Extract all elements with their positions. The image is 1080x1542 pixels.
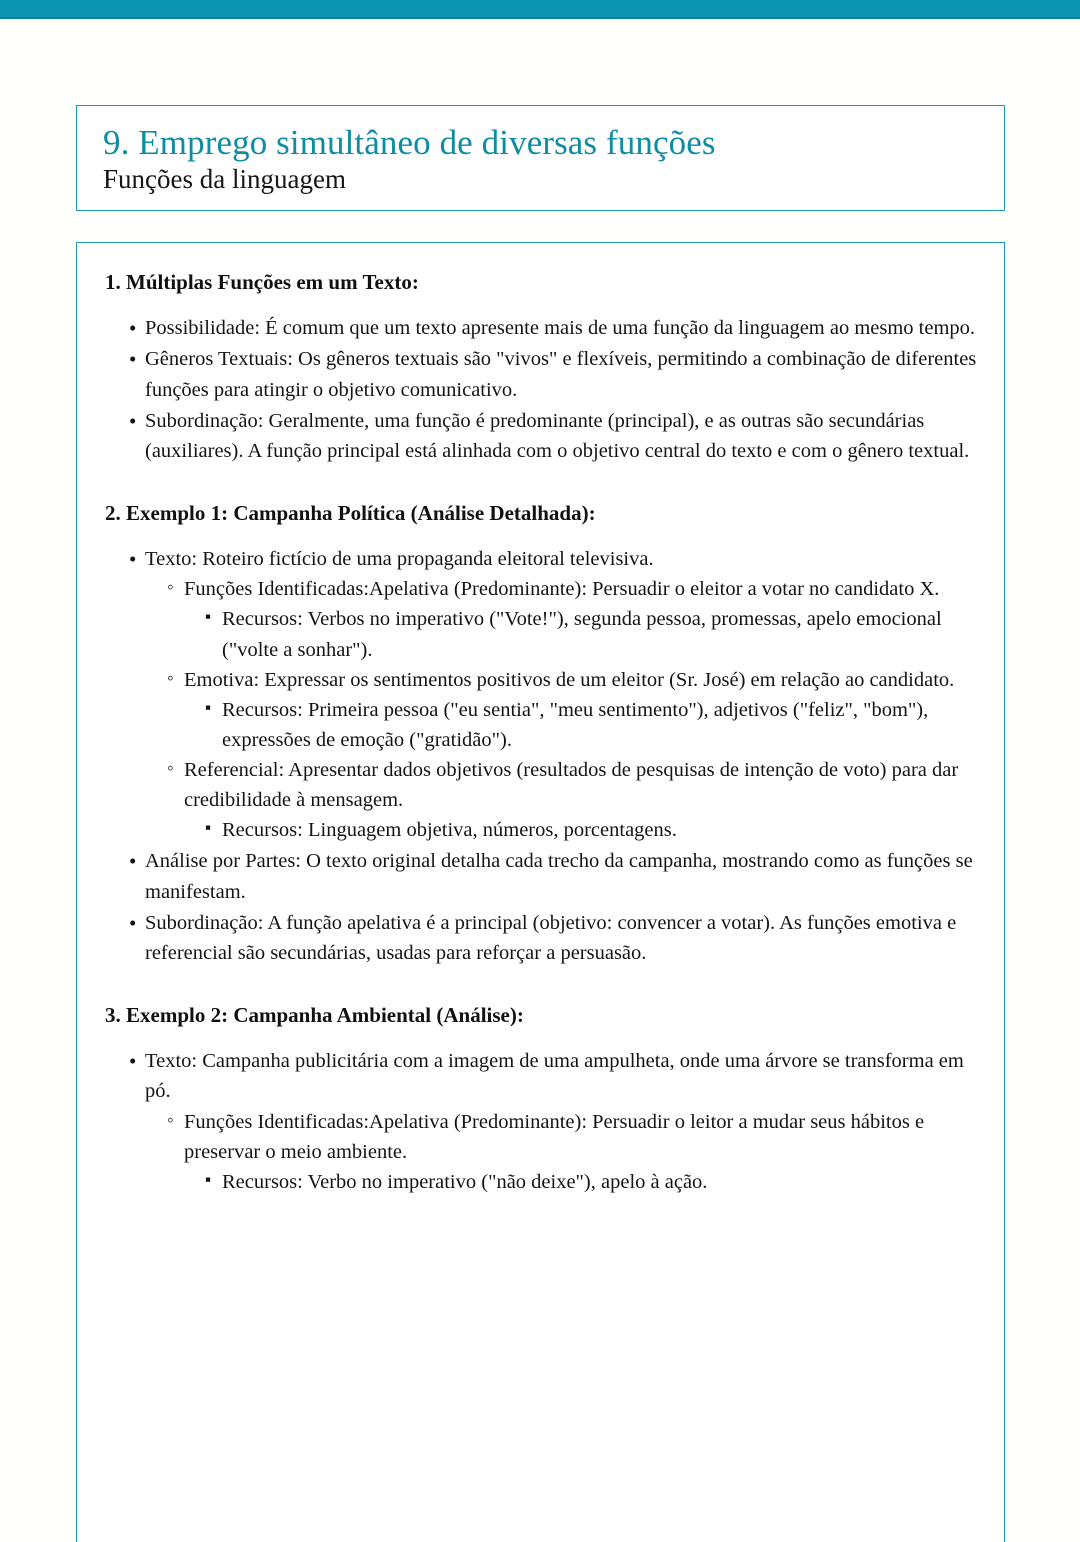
bullet-list-level-1 bbox=[105, 544, 980, 968]
list-item-text: ▪ Recursos: Verbos no imperativo ("Vote!"), segunda pessoa, promessas, apelo emocional ("volte a sonhar"). bbox=[222, 604, 980, 664]
bullet-list-level-3 bbox=[184, 695, 980, 755]
document-page bbox=[0, 19, 1080, 1528]
bullet-list-level-1 bbox=[105, 1046, 980, 1197]
list-item-text: ◦ Emotiva: Expressar os sentimentos positivos de um eleitor (Sr. José) em relação ao candidato. bbox=[184, 665, 980, 695]
document-section bbox=[105, 500, 980, 968]
section-heading: 2. Exemplo 1: Campanha Política (Análise Detalhada): bbox=[105, 500, 596, 525]
list-item bbox=[184, 695, 980, 755]
bullet-list-level-3 bbox=[184, 604, 980, 664]
sections-container bbox=[105, 269, 980, 1197]
list-item-text: • Texto: Roteiro fictício de uma propaganda eleitoral televisiva. bbox=[145, 544, 980, 574]
list-item bbox=[145, 574, 980, 664]
list-item bbox=[145, 665, 980, 755]
list-item-text: ▪ Recursos: Primeira pessoa ("eu sentia", "meu sentimento"), adjetivos ("feliz", "bom"), expressões de emoção ("gratidão"). bbox=[222, 695, 980, 755]
list-item bbox=[145, 1107, 980, 1197]
list-item-text: ◦ Referencial: Apresentar dados objetivos (resultados de pesquisas de intenção de voto) para dar credibilidade à mensagem. bbox=[184, 755, 980, 815]
list-item-text: ▪ Recursos: Linguagem objetiva, números, porcentagens. bbox=[222, 815, 980, 845]
list-item-text: ▪ Recursos: Verbo no imperativo ("não deixe"), apelo à ação. bbox=[222, 1167, 980, 1197]
bullet-list-level-2 bbox=[145, 1107, 980, 1197]
list-item bbox=[105, 544, 980, 845]
list-item-text: ◦ Funções Identificadas:Apelativa (Predominante): Persuadir o eleitor a votar no candidato X. bbox=[184, 574, 980, 604]
list-item bbox=[184, 1167, 980, 1197]
section-heading: 3. Exemplo 2: Campanha Ambiental (Análise): bbox=[105, 1002, 524, 1027]
list-item-text: • Texto: Campanha publicitária com a imagem de uma ampulheta, onde uma árvore se transforma em pó. bbox=[145, 1046, 980, 1106]
list-item bbox=[105, 406, 980, 466]
list-item bbox=[184, 815, 980, 845]
document-section bbox=[105, 269, 980, 466]
document-content-box bbox=[76, 242, 1005, 1542]
list-item bbox=[145, 755, 980, 845]
bullet-list-level-2 bbox=[145, 574, 980, 845]
document-header-box bbox=[76, 105, 1005, 211]
list-item bbox=[184, 604, 980, 664]
list-item-text: • Subordinação: Geralmente, uma função é predominante (principal), e as outras são secundárias (auxiliares). A função principal está alinhada com o objetivo central do texto e com o gênero textual. bbox=[145, 406, 980, 466]
list-item bbox=[105, 344, 980, 404]
bullet-list-level-1 bbox=[105, 313, 980, 466]
top-accent-bar bbox=[0, 0, 1080, 19]
list-item bbox=[105, 846, 980, 906]
bullet-list-level-3 bbox=[184, 1167, 980, 1197]
list-item bbox=[105, 908, 980, 968]
list-item bbox=[105, 313, 980, 343]
list-item-text: • Possibilidade: É comum que um texto apresente mais de uma função da linguagem ao mesmo tempo. bbox=[145, 313, 980, 343]
list-item-text: • Gêneros Textuais: Os gêneros textuais são "vivos" e flexíveis, permitindo a combinação de diferentes funções para atingir o objetivo comunicativo. bbox=[145, 344, 980, 404]
page-title: 9. Emprego simultâneo de diversas funções bbox=[103, 123, 716, 162]
section-heading: 1. Múltiplas Funções em um Texto: bbox=[105, 270, 419, 294]
document-section bbox=[105, 1002, 980, 1197]
list-item-text: • Análise por Partes: O texto original detalha cada trecho da campanha, mostrando como as funções se manifestam. bbox=[145, 846, 980, 906]
list-item bbox=[105, 1046, 980, 1197]
bullet-list-level-3 bbox=[184, 815, 980, 845]
list-item-text: • Subordinação: A função apelativa é a principal (objetivo: convencer a votar). As funções emotiva e referencial são secundárias, usadas para reforçar a persuasão. bbox=[145, 908, 980, 968]
page-subtitle: Funções da linguagem bbox=[103, 163, 346, 194]
list-item-text: ◦ Funções Identificadas:Apelativa (Predominante): Persuadir o leitor a mudar seus hábitos e preservar o meio ambiente. bbox=[184, 1107, 980, 1167]
